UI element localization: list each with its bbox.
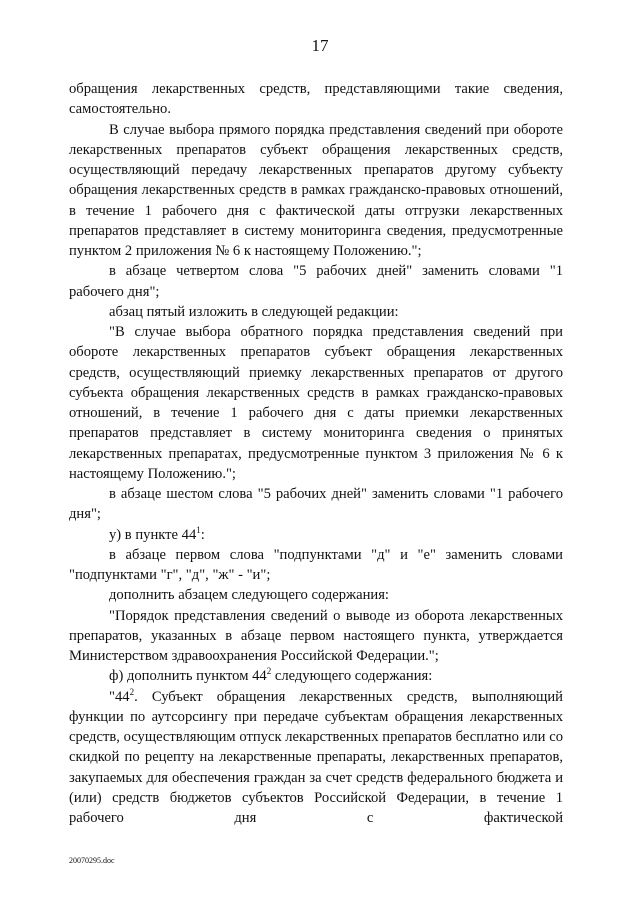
paragraph-continuation: обращения лекарственных средств, представляющими такие сведения, самостоятельно. (69, 81, 563, 118)
paragraph-point-44-2 (69, 687, 563, 829)
page-number: 17 (311, 36, 329, 55)
document-body (69, 79, 563, 828)
paragraph-reverse-order: "В случае выбора обратного порядка представления сведений при обороте лекарственных препаратов субъект обращения лекарственных средств, осуществляющий приемку лекарственных препаратов от другого субъекта обращения лекарственных средств в рамках гражданско-правовых отношений, в течение 1 рабочего дня с даты приемки лекарственных препаратов представляет в систему мониторинга сведения о принятых лекарственных препаратах, предусмотренные пунктом 3 приложения № 6 к настоящему Положению."; (69, 324, 563, 482)
item-f-rest: следующего содержания: (271, 668, 433, 685)
item-f-text: ф) дополнить пунктом 44 (109, 668, 267, 685)
paragraph-add-abzac: дополнить абзацем следующего содержания: (109, 587, 389, 604)
point-44-2-superscript: 2 (129, 686, 135, 697)
paragraph-procedure-quote: "Порядок представления сведений о выводе из оборота лекарственных препаратов, указанных в абзаце первом настоящего пункта, утверждается Министерством здравоохранения Российской Федерации."; (69, 607, 563, 664)
paragraph-item-f (69, 666, 563, 686)
item-f-superscript: 2 (266, 666, 272, 677)
paragraph-item-u (69, 525, 563, 545)
item-u-text: у) в пункте 44 (109, 526, 197, 543)
paragraph-amend-first-abzac: в абзаце первом слова "подпунктами "д" и "е" заменить словами "подпунктами "г", "д", "ж" - "и"; (69, 546, 563, 583)
paragraph-direct-order: В случае выбора прямого порядка представления сведений при обороте лекарственных препаратов субъект обращения лекарственных средств, осуществляющий передачу лекарственных препаратов другому субъекту обращения лекарственных средств в рамках гражданско-правовых отношений, в течение 1 рабочего дня с фактической даты отгрузки лекарственных препаратов представляет в систему мониторинга сведения, предусмотренные пунктом 2 приложения № 6 к настоящему Положению."; (69, 121, 563, 259)
point-44-2-text: "44 (109, 688, 130, 705)
item-u-superscript: 1 (196, 524, 201, 535)
document-footer-code: 20070295.doc (69, 856, 115, 865)
point-44-2-rest: . Субъект обращения лекарственных средств, выполняющий функции по аутсорсингу при передаче субъектам обращения лекарственных средств, осуществляющим отпуск лекарственных препаратов бесплатно или со скидкой по рецепту на лекарственные препараты, лекарственных препаратов, закупаемых для обеспечения граждан за счет средств федерального бюджета и (или) средств бюджетов субъектов Российской Федерации, в течение 1 рабочего дня с фактической (69, 688, 563, 826)
paragraph-amend-sixth-abzac: в абзаце шестом слова "5 рабочих дней" заменить словами "1 рабочего дня"; (69, 486, 563, 523)
paragraph-fifth-abzac-intro: абзац пятый изложить в следующей редакции: (109, 303, 399, 320)
item-u-rest: : (200, 526, 205, 543)
paragraph-amend-fourth-abzac: в абзаце четвертом слова "5 рабочих дней" заменить словами "1 рабочего дня"; (69, 263, 563, 300)
